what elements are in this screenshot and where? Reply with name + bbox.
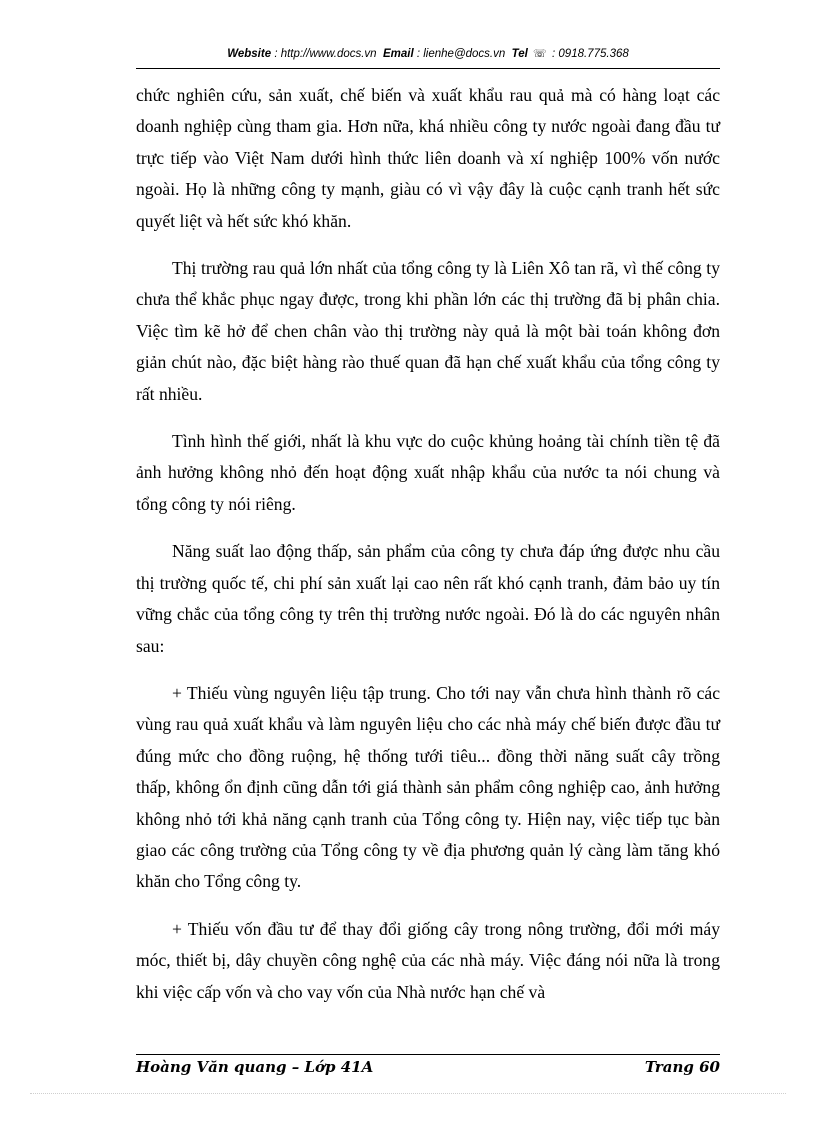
paragraph: Năng suất lao động thấp, sản phẩm của công ty chưa đáp ứng được nhu cầu thị trường quốc tế, chi phí sản xuất lại cao nên rất khó cạnh tranh, đảm bảo uy tín vững chắc của tổng công ty trên thị trường nước ngoài. Đó là do các nguyên nhân sau: <box>136 541 720 656</box>
tel-value: : 0918.775.368 <box>552 48 629 60</box>
footer-author: Hoàng Văn quang – Lớp 41A <box>136 1058 374 1076</box>
page-break-line <box>30 1093 786 1094</box>
website-value: : http://www.docs.vn <box>274 48 377 60</box>
paragraph: chức nghiên cứu, sản xuất, chế biến và xuất khẩu rau quả mà có hàng loạt các doanh nghiệp cùng tham gia. Hơn nữa, khá nhiều công ty nước ngoài đang đầu tư trực tiếp vào Việt Nam dưới hình thức liên doanh và xí nghiệp 100% vốn nước ngoài. Họ là những công ty mạnh, giàu có vì vậy đây là cuộc cạnh tranh hết sức quyết liệt và hết sức khó khăn. <box>136 85 720 231</box>
page-number: Trang 60 <box>644 1058 720 1076</box>
paragraph: Thị trường rau quả lớn nhất của tổng công ty là Liên Xô tan rã, vì thế công ty chưa thể khắc phục ngay được, trong khi phần lớn các thị trường đã bị phân chia. Việc tìm kẽ hở để chen chân vào thị trường này quả là một bài toán không đơn giản chút nào, đặc biệt hàng rào thuế quan đã hạn chế xuất khẩu của tổng công ty rất nhiều. <box>136 258 720 404</box>
email-label: Email <box>382 48 414 60</box>
header-rule <box>136 68 720 69</box>
paragraph: Tình hình thế giới, nhất là khu vực do cuộc khủng hoảng tài chính tiền tệ đã ảnh hưởng không nhỏ đến hoạt động xuất nhập khẩu của nước ta nói chung và tổng công ty nói riêng. <box>136 431 720 514</box>
tel-label: Tel <box>511 48 528 60</box>
footer-rule <box>136 1054 720 1055</box>
paragraph: + Thiếu vốn đầu tư để thay đổi giống cây trong nông trường, đổi mới máy móc, thiết bị, dây chuyền công nghệ của các nhà máy. Việc đáng nói nữa là trong khi việc cấp vốn và cho vay vốn của Nhà nước hạn chế và <box>136 918 720 1002</box>
body-text <box>136 80 720 1024</box>
email-value: : lienhe@docs.vn <box>416 48 506 60</box>
page-header <box>136 47 720 60</box>
telephone-icon: ☏ <box>533 48 547 60</box>
website-label: Website <box>227 48 272 60</box>
paragraph: + Thiếu vùng nguyên liệu tập trung. Cho tới nay vẫn chưa hình thành rõ các vùng rau quả xuất khẩu và làm nguyên liệu cho các nhà máy chế biến được đầu tư đúng mức cho đồng ruộng, hệ thống tưới tiêu... đồng thời năng suất cây trồng thấp, không ổn định cũng dẫn tới giá thành sản phẩm công nghiệp cao, ảnh hưởng không nhỏ tới khả năng cạnh tranh của Tổng công ty. Hiện nay, việc tiếp tục bàn giao các công trường của Tổng công ty về địa phương quản lý càng làm tăng khó khăn cho Tổng công ty. <box>136 682 720 892</box>
